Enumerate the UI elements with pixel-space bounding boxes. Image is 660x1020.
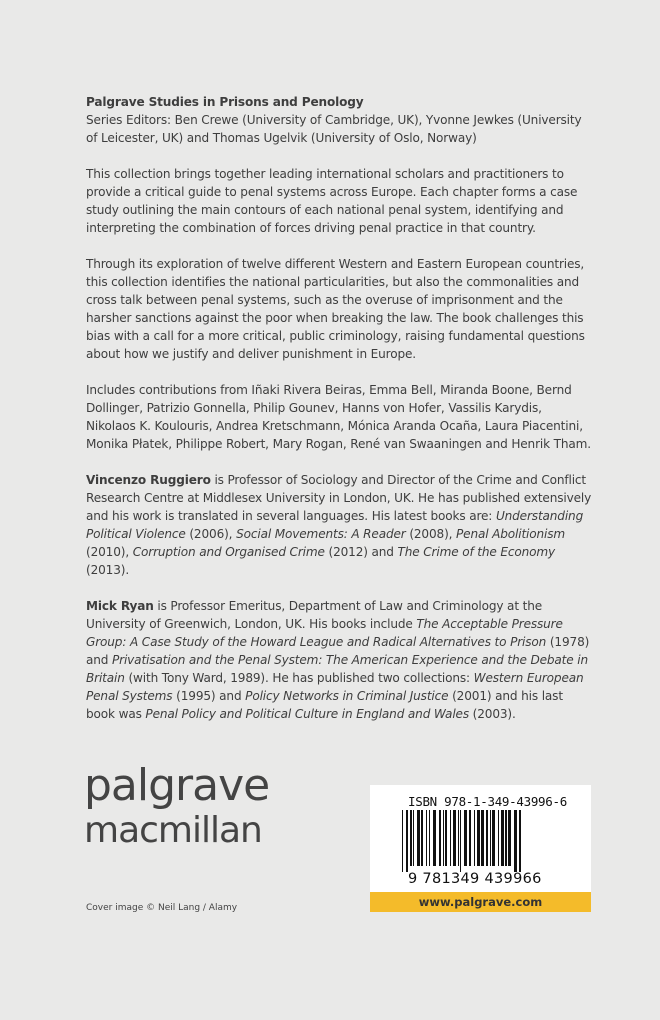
barcode-bar <box>406 810 408 872</box>
barcode-bar <box>508 810 511 866</box>
contributors-paragraph: Includes contributions from Iñaki Rivera Beiras, Emma Bell, Miranda Boone, Bernd Dollinger, Patrizio Gonnella, Philip Gounev, Hanns von Hofer, Vassilis Karydis, Nikolaos K. Koulouris, Andrea Kretschmann, Mónica Aranda Ocaña, Laura Piacentini, Monika Płatek, Philippe Robert, Mary Rogan, René van Swaaningen and Henrik Tham. <box>86 383 591 451</box>
barcode-bar <box>514 810 517 872</box>
barcode-bar <box>402 810 403 872</box>
barcode-bar <box>458 810 459 866</box>
bio-text: (2012) and <box>324 545 398 559</box>
publisher-url[interactable]: www.palgrave.com <box>370 892 591 912</box>
barcode-bar <box>429 810 430 866</box>
book-title: Penal Policy and Political Culture in England and Wales <box>145 707 469 721</box>
logo-line-2: macmillan <box>84 810 262 851</box>
barcode-bar <box>474 810 475 866</box>
bio-text: (2001) and his last book was <box>86 689 563 721</box>
barcode-bar <box>477 810 480 866</box>
bio-text: (2008), <box>405 527 457 541</box>
series-editors: Series Editors: Ben Crewe (University of Cambridge, UK), Yvonne Jewkes (University of Leicester, UK) and Thomas Ugelvik (University of Oslo, Norway) <box>86 113 582 145</box>
isbn-barcode-block <box>370 785 591 912</box>
barcode-bar <box>417 810 420 866</box>
book-title: Understanding Political Violence <box>86 509 584 541</box>
series-block <box>86 93 594 147</box>
logo-line-1: palgrave <box>84 760 270 811</box>
barcode-bar <box>519 810 521 872</box>
ean-digits: 9 781349 439966 <box>408 871 542 887</box>
isbn-label: ISBN 978-1-349-43996-6 <box>408 794 567 809</box>
bio-text: (with Tony Ward, 1989). He has published two collections: <box>124 671 474 685</box>
barcode-bar <box>498 810 499 866</box>
ryan-bio <box>86 597 594 723</box>
barcode-bar <box>486 810 488 866</box>
blurb-paragraph-2: Through its exploration of twelve different Western and Eastern European countries, this collection identifies the national particularities, but also the commonalities and cross talk between penal systems, such as the overuse of imprisonment and the harsher sanctions against the poor when breaking the law. The book challenges this bias with a call for a more critical, public criminology, raising fundamental questions about how we justify and deliver punishment in Europe. <box>86 257 585 361</box>
bio-text: (2010), <box>86 545 133 559</box>
barcode-bar <box>481 810 484 866</box>
bio-text: (2006), <box>185 527 237 541</box>
author-name: Vincenzo Ruggiero <box>86 473 211 487</box>
barcode-bar <box>490 810 491 866</box>
barcode-bar <box>501 810 504 866</box>
bio-text: (1978) and <box>86 635 590 667</box>
barcode-icon <box>400 810 562 872</box>
barcode-bar <box>464 810 467 866</box>
bio-text: (2013). <box>86 563 130 577</box>
back-cover-text <box>86 93 594 741</box>
palgrave-macmillan-logo <box>84 762 269 852</box>
barcode-bar <box>443 810 444 866</box>
barcode-bar <box>433 810 436 866</box>
book-title: The Acceptable Pressure Group: A Case Study of the Howard League and Radical Alternatives to Prison <box>86 617 563 649</box>
barcode-bar <box>450 810 451 866</box>
barcode-bar <box>426 810 427 866</box>
barcode-bar <box>469 810 471 866</box>
bio-text: is Professor Emeritus, Department of Law and Criminology at the University of Greenwich, London, UK. His books include <box>86 599 543 631</box>
book-title: Policy Networks in Criminal Justice <box>245 689 449 703</box>
barcode-bar <box>453 810 456 866</box>
bio-text: (2003). <box>468 707 516 721</box>
ruggiero-bio <box>86 471 594 579</box>
bio-text: is Professor of Sociology and Director of the Crime and Conflict Research Centre at Middlesex University in London, UK. He has published extensively and his work is translated in several languages. His latest books are: <box>86 473 592 523</box>
barcode-bar <box>445 810 447 866</box>
book-title: Corruption and Organised Crime <box>132 545 325 559</box>
barcode-bar <box>439 810 441 866</box>
barcode-bar <box>505 810 507 866</box>
book-title: Penal Abolitionism <box>456 527 566 541</box>
barcode-bar <box>413 810 414 866</box>
barcode-bar <box>410 810 412 866</box>
book-title: Privatisation and the Penal System: The American Experience and the Debate in Britain <box>86 653 588 685</box>
book-title: Western European Penal Systems <box>86 671 584 703</box>
bio-text: (1995) and <box>172 689 246 703</box>
series-title: Palgrave Studies in Prisons and Penology <box>86 95 364 109</box>
barcode-bar <box>421 810 423 866</box>
barcode-bar <box>492 810 495 866</box>
author-name: Mick Ryan <box>86 599 154 613</box>
blurb-paragraph-1: This collection brings together leading international scholars and practitioners to provide a critical guide to penal systems across Europe. Each chapter forms a case study outlining the main contours of each national penal system, identifying and interpreting the combination of forces driving penal practice in that country. <box>86 167 578 235</box>
cover-image-credit: Cover image © Neil Lang / Alamy <box>86 903 238 913</box>
book-title: Social Movements: A Reader <box>236 527 406 541</box>
barcode-bar <box>460 810 461 872</box>
book-title: The Crime of the Economy <box>397 545 555 559</box>
